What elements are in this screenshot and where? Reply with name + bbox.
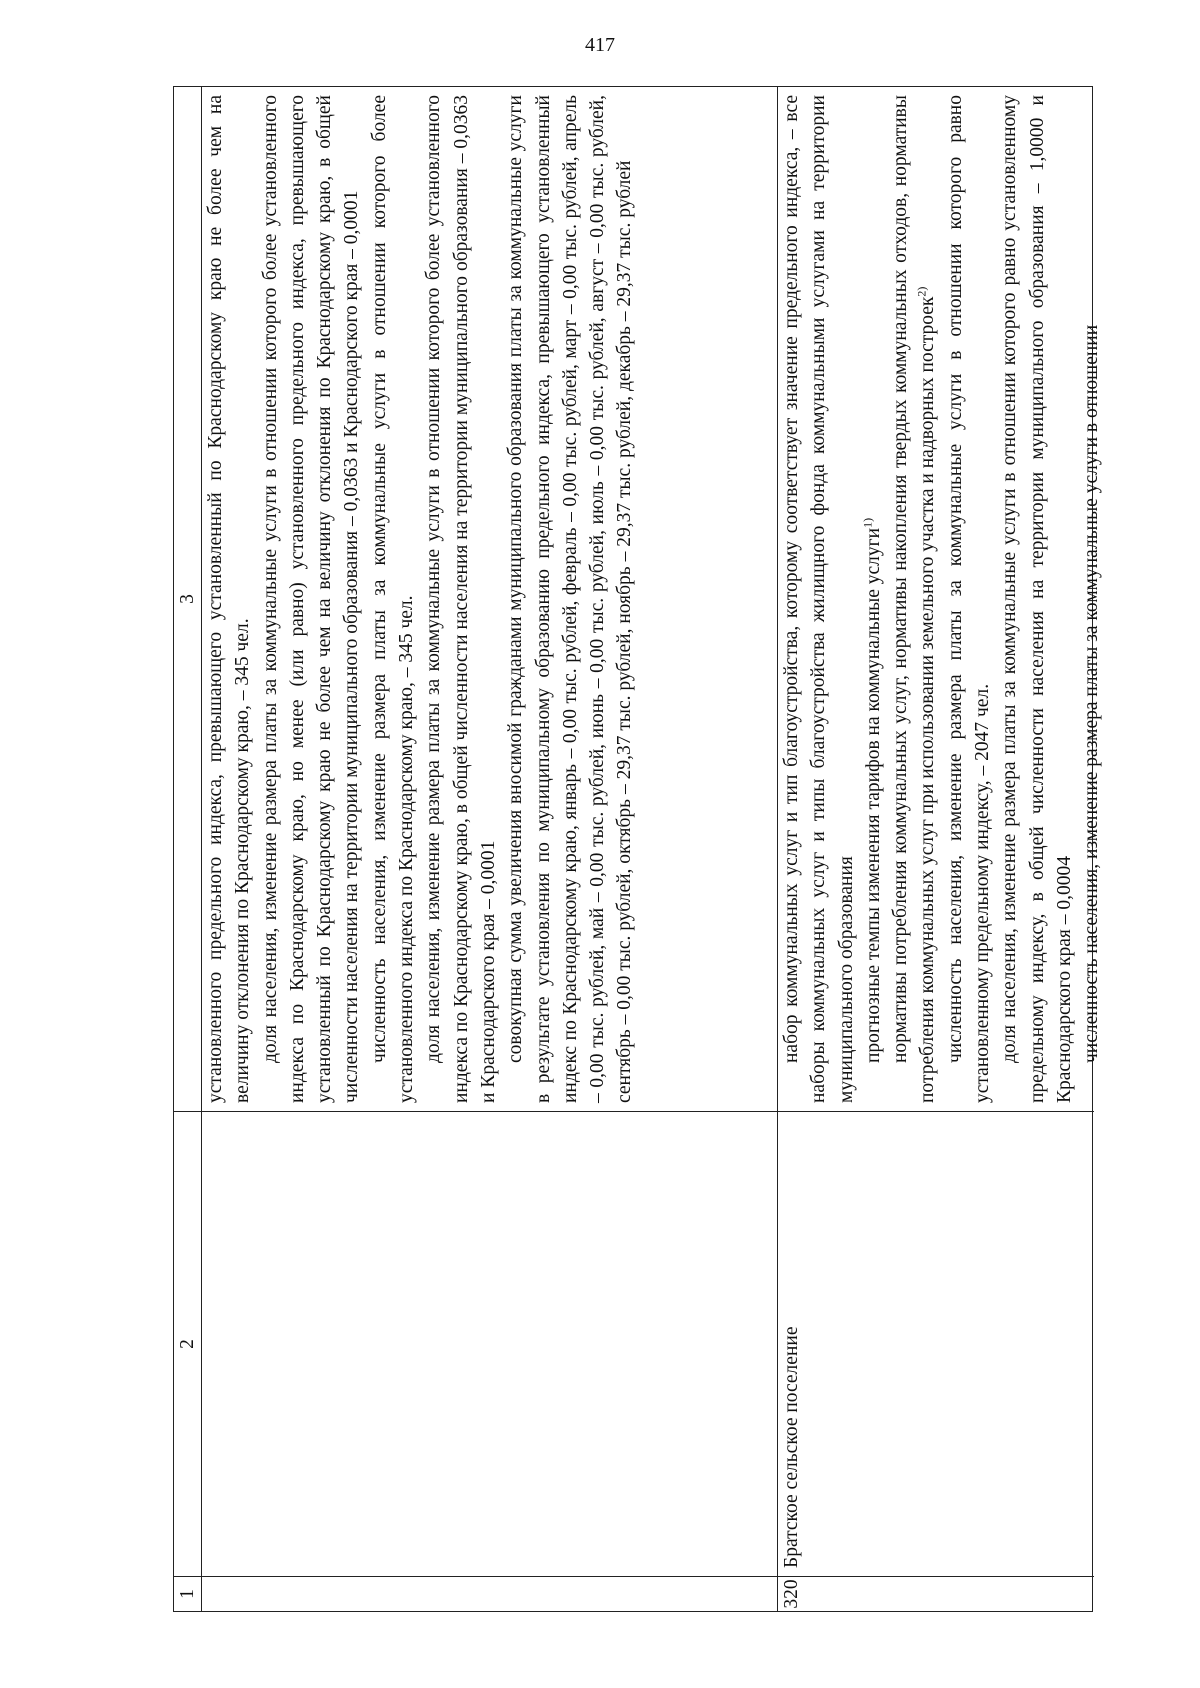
paragraph: доля населения, изменение размера платы за коммунальные услуги в отношении которого равно установленному предельному индексу, в общей численности населения на территории муниципального образования – 1,0000 и Краснодарского края – 0,0004: [999, 95, 1075, 1103]
paragraph: численность населения, изменение размера платы за коммунальные услуги в отношении: [1081, 324, 1103, 1063]
paragraph: доля населения, изменение размера платы за коммунальные услуги в отношении которого более установленного индекса по Краснодарскому краю, в общей численности населения на территории муниципального образования – 0,0363 и Краснодарского края – 0,0001: [423, 95, 499, 1103]
paragraph: численность населения, изменение размера платы за коммунальные услуги в отношении которого равно установленному предельному индексу, – 2047 чел.: [944, 95, 994, 1103]
footnote-mark: 1): [860, 517, 875, 528]
paragraph: установленного предельного индекса, превышающего установленный по Краснодарскому краю не более чем на величину отклонения по Краснодарскому краю, – 345 чел.: [205, 95, 254, 1103]
row-description: [778, 87, 1103, 1111]
header-col-2: 2: [174, 1111, 201, 1576]
paragraph-text: нормативы потребления коммунальных услуг, нормативы накопления твердых коммунальных отходов, нормативы потребления коммунальных услуг при использовании земельного участка и надворных построек: [890, 95, 939, 1103]
row-description: [202, 87, 777, 1111]
header-col-1: 1: [174, 1576, 201, 1611]
footnote-mark: 2): [914, 286, 929, 297]
row-number: [202, 1576, 777, 1611]
paragraph: численность населения, изменение размера платы за коммунальные услуги в отношении которого более установленного индекса по Краснодарскому краю, – 345 чел.: [368, 95, 418, 1103]
paragraph-text: прогнозные темпы изменения тарифов на коммунальные услуги: [862, 527, 884, 1063]
paragraph: [860, 95, 887, 1103]
paragraph: набор коммунальных услуг и тип благоустройства, которому соответствует значение предельного индекса, – все наборы коммунальных услуг и типы благоустройства жилищного фонда коммунальными услугами на территории муниципального образования: [781, 95, 857, 1103]
page-number: 417: [585, 34, 615, 56]
settlement-name: Братское сельское поселение: [778, 1111, 1094, 1576]
settlement-name: [202, 1111, 777, 1576]
table-row: [202, 87, 778, 1611]
header-col-3: 3: [177, 594, 198, 604]
paragraph: доля населения, изменение размера платы за коммунальные услуги в отношении которого более установленного индекса по Краснодарскому краю, но менее (или равно) установленного предельного индекса, превышающего установленный по Краснодарскому краю не более чем на величину отклонения по Краснодарскому краю, в общей численности населения на территории муниципального образования – 0,0363 и Краснодарского края – 0,0001: [259, 95, 363, 1103]
paragraph: совокупная сумма увеличения вносимой гражданами муниципального образования платы за коммунальные услуги в результате установления по муниципальному образованию предельного индекса, превышающего установленный индекс по Краснодарскому краю, январь – 0,00 тыс. рублей, февраль – 0,00 тыс. рублей, март – 0,00 тыс. рублей, апрель – 0,00 тыс. рублей, май – 0,00 тыс. рублей, июнь – 0,00 тыс. рублей, июль – 0,00 тыс. рублей, август – 0,00 тыс. рублей, сентябрь – 0,00 тыс. рублей, октябрь – 29,37 тыс. рублей, ноябрь – 29,37 тыс. рублей, декабрь – 29,37 тыс. рублей: [505, 95, 636, 1103]
row-number: 320: [778, 1576, 1094, 1611]
table-header: [174, 87, 202, 1611]
paragraph: [887, 95, 942, 1103]
data-table: [173, 86, 1103, 1612]
table-row: [778, 87, 1103, 1611]
rotated-table-wrapper: [173, 86, 1103, 1612]
